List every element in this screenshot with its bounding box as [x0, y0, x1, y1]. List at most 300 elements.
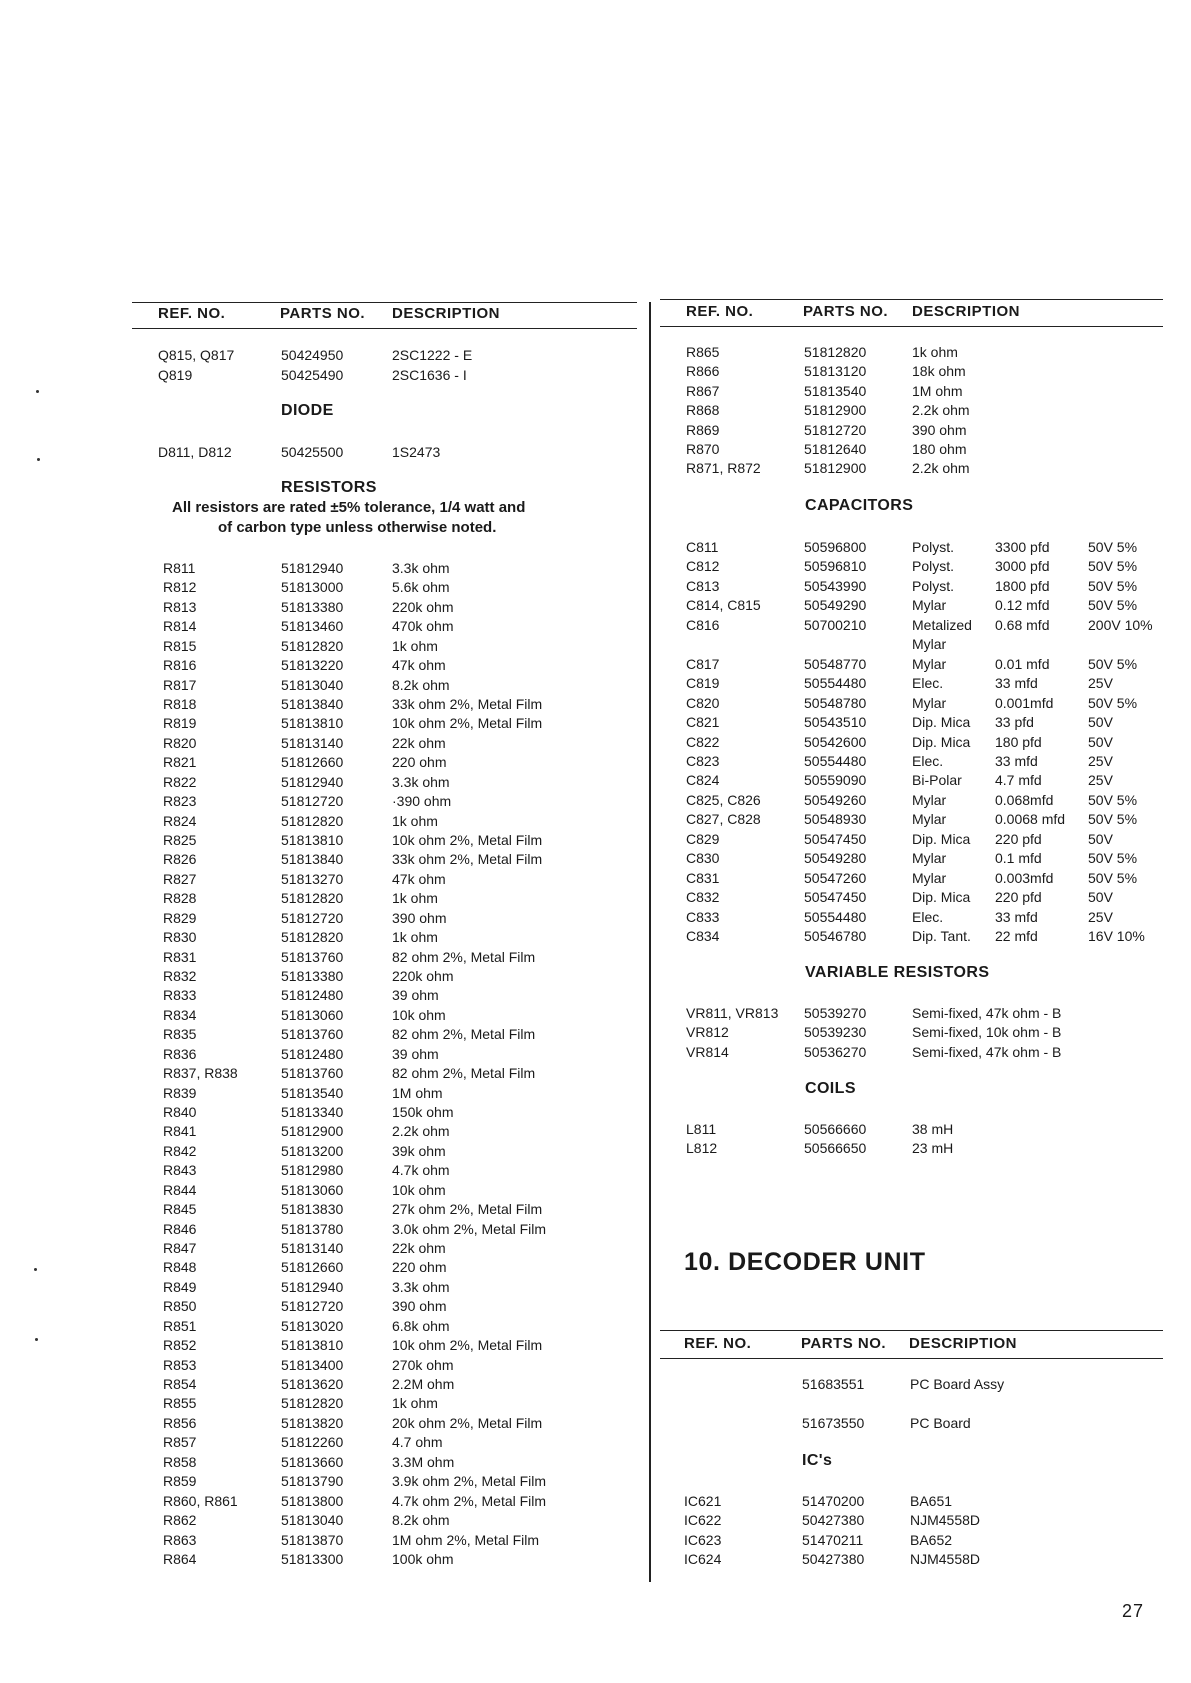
parts-no: 51813840 — [281, 851, 344, 868]
capacitor-rating: 25V — [1088, 675, 1113, 692]
description: 22k ohm — [392, 734, 446, 751]
ref-no: R840 — [163, 1104, 197, 1121]
ref-no: C813 — [686, 577, 720, 594]
parts-no: 50559090 — [804, 772, 867, 789]
capacitor-value: 0.12 mfd — [995, 597, 1050, 614]
ref-no: R869 — [686, 421, 720, 438]
parts-no: 51813380 — [281, 598, 344, 615]
parts-no: 51813760 — [281, 1065, 344, 1082]
capacitor-type: Mylar — [912, 597, 947, 614]
parts-no: 51813460 — [281, 618, 344, 635]
capacitor-value: 0.1 mfd — [995, 850, 1042, 867]
parts-no: 51813400 — [281, 1356, 344, 1373]
parts-no: 51812900 — [281, 1123, 344, 1140]
parts-no: 51813790 — [281, 1473, 344, 1490]
capacitor-value: 33 mfd — [995, 908, 1038, 925]
parts-no: 51813040 — [281, 1512, 344, 1529]
parts-no: 51812660 — [281, 754, 344, 771]
ref-no: C829 — [686, 830, 720, 847]
ref-no: R847 — [163, 1240, 197, 1257]
parts-no: 51812720 — [281, 1298, 344, 1315]
parts-no: 50554480 — [804, 675, 867, 692]
parts-no: 51813760 — [281, 948, 344, 965]
description: 1k ohm — [392, 1395, 438, 1412]
ref-no: R843 — [163, 1162, 197, 1179]
parts-no: 50427380 — [802, 1512, 865, 1529]
description: 150k ohm — [392, 1104, 454, 1121]
description: Semi-fixed, 47k ohm - B — [912, 1005, 1062, 1021]
ref-no: C811 — [686, 539, 719, 555]
description: 2.2k ohm — [912, 460, 970, 477]
ref-no: D811, D812 — [158, 444, 232, 460]
ref-no: R860, R861 — [163, 1492, 238, 1509]
left-header-bottom-rule — [132, 328, 637, 329]
ref-no: R864 — [163, 1550, 197, 1567]
capacitor-rating: 50V — [1088, 733, 1113, 750]
parts-no: 50566660 — [804, 1121, 867, 1137]
ref-no: R863 — [163, 1531, 197, 1548]
ref-no: C831 — [686, 869, 720, 886]
capacitor-value: 1800 pfd — [995, 577, 1050, 594]
left-header-ref: REF. NO. — [158, 305, 226, 322]
parts-no: 50539270 — [804, 1005, 867, 1021]
capacitor-value: 0.0068 mfd — [995, 811, 1066, 828]
capacitor-value: 220 pfd — [995, 889, 1042, 906]
parts-no: 50549280 — [804, 850, 867, 867]
description: 39 ohm — [392, 987, 439, 1004]
parts-no: 51813810 — [281, 1337, 344, 1354]
parts-no: 50549290 — [804, 597, 867, 614]
description: 38 mH — [912, 1121, 954, 1137]
diode-section-title: DIODE — [281, 402, 334, 419]
ics-section-title: IC's — [802, 1452, 833, 1469]
capacitor-type: Dip. Tant. — [912, 928, 971, 944]
description: 10k ohm — [392, 1006, 446, 1023]
capacitor-rating: 50V 5% — [1088, 597, 1138, 614]
ref-no: C817 — [686, 655, 720, 672]
ref-no: R842 — [163, 1142, 197, 1159]
description: 3.3M ohm — [392, 1453, 455, 1470]
parts-no: 51812720 — [281, 793, 344, 810]
parts-no: 51813380 — [281, 968, 344, 985]
description: 10k ohm — [392, 1181, 446, 1198]
ref-no: R858 — [163, 1453, 197, 1470]
ref-no: R830 — [163, 929, 197, 946]
ref-no: L811 — [686, 1121, 717, 1137]
capacitor-type: Dip. Mica — [912, 889, 971, 906]
parts-no: 51813140 — [281, 1240, 344, 1257]
left-header-parts: PARTS NO. — [280, 305, 366, 322]
capacitor-type: Mylar — [912, 636, 947, 653]
ref-no: R853 — [163, 1356, 197, 1373]
description: 1M ohm — [392, 1084, 443, 1101]
capacitor-rating: 25V — [1088, 772, 1113, 789]
ref-no: R859 — [163, 1473, 197, 1490]
decoder-header-ref: REF. NO. — [684, 1335, 752, 1352]
capacitor-value: 3000 pfd — [995, 558, 1050, 575]
parts-no: 51812820 — [804, 344, 867, 360]
ref-no: R839 — [163, 1084, 197, 1101]
scan-dot — [36, 390, 39, 393]
parts-no: 51470211 — [802, 1531, 864, 1548]
parts-no: 50554480 — [804, 908, 867, 925]
capacitor-type: Mylar — [912, 791, 947, 808]
ref-no: R837, R838 — [163, 1065, 238, 1082]
description: 3.0k ohm 2%, Metal Film — [392, 1220, 547, 1237]
ref-no: R845 — [163, 1201, 197, 1218]
description: 20k ohm 2%, Metal Film — [392, 1414, 543, 1431]
parts-no: 51813140 — [281, 734, 344, 751]
ref-no: C820 — [686, 694, 720, 711]
parts-no: 51813810 — [281, 715, 344, 732]
ref-no: Q819 — [158, 366, 193, 383]
parts-no: 50425490 — [281, 366, 344, 383]
parts-no: 51813820 — [281, 1414, 344, 1431]
ref-no: C830 — [686, 850, 720, 867]
ref-no: C823 — [686, 752, 720, 769]
capacitor-rating: 50V — [1088, 714, 1113, 731]
ref-no: R821 — [163, 754, 197, 771]
description: 1k ohm — [912, 344, 958, 360]
description: 390 ohm — [392, 909, 447, 926]
parts-no: 51813060 — [281, 1006, 344, 1023]
description: 10k ohm 2%, Metal Film — [392, 715, 543, 732]
ref-no: R815 — [163, 637, 197, 654]
ref-no: VR811, VR813 — [686, 1005, 779, 1021]
ref-no: C833 — [686, 908, 720, 925]
parts-no: 51812820 — [281, 890, 344, 907]
ref-no: R834 — [163, 1006, 197, 1023]
left-header-description: DESCRIPTION — [392, 305, 501, 322]
ref-no: R818 — [163, 696, 197, 712]
ref-no: R820 — [163, 734, 197, 751]
ref-no: VR814 — [686, 1043, 729, 1060]
parts-no: 51813340 — [281, 1104, 344, 1121]
capacitor-type: Mylar — [912, 869, 947, 886]
capacitor-type: Mylar — [912, 655, 947, 672]
ref-no: R857 — [163, 1434, 197, 1451]
parts-no: 50539230 — [804, 1024, 867, 1041]
ref-no: R836 — [163, 1045, 197, 1062]
description: 2.2k ohm — [912, 402, 970, 419]
ref-no: R812 — [163, 579, 197, 596]
ref-no: C825, C826 — [686, 791, 761, 808]
scan-dot — [37, 458, 40, 461]
parts-no: 51813270 — [281, 870, 344, 887]
right-header-bottom-rule — [660, 326, 1163, 327]
description: 4.7 ohm — [392, 1434, 443, 1451]
parts-no: 51813200 — [281, 1142, 344, 1159]
description: 1M ohm — [912, 382, 963, 399]
parts-no: 51813220 — [281, 657, 344, 674]
description: 470k ohm — [392, 618, 454, 635]
description: 2SC1636 - I — [392, 366, 467, 383]
description: 82 ohm 2%, Metal Film — [392, 1065, 536, 1082]
ref-no: C827, C828 — [686, 811, 761, 828]
decoder-unit-title: 10. DECODER UNIT — [684, 1248, 926, 1276]
resistors-section-title: RESISTORS — [281, 479, 377, 496]
ref-no: R819 — [163, 715, 197, 732]
capacitor-value: 4.7 mfd — [995, 772, 1042, 789]
ref-no: R825 — [163, 832, 197, 849]
capacitor-rating: 50V 5% — [1088, 577, 1138, 594]
parts-no: 51812480 — [281, 1045, 344, 1062]
parts-no: 51812720 — [804, 421, 867, 438]
left-header-top-rule — [132, 302, 637, 303]
parts-no: 50547450 — [804, 889, 867, 906]
description: 3.3k ohm — [392, 773, 450, 790]
parts-no: 50543990 — [804, 577, 867, 594]
capacitor-type: Bi-Polar — [912, 772, 962, 789]
parts-no: 51813660 — [281, 1453, 344, 1470]
ref-no: C812 — [686, 558, 720, 575]
ref-no: R865 — [686, 344, 720, 360]
capacitor-type: Elec. — [912, 908, 944, 925]
description: 47k ohm — [392, 870, 446, 887]
parts-no: 51673550 — [802, 1415, 865, 1431]
ref-no: Q815, Q817 — [158, 347, 235, 363]
ref-no: R816 — [163, 657, 197, 674]
right-header-parts: PARTS NO. — [803, 303, 889, 320]
description: 1k ohm — [392, 637, 438, 654]
parts-no: 51813040 — [281, 676, 344, 693]
capacitor-rating: 16V 10% — [1088, 928, 1145, 944]
capacitor-type: Elec. — [912, 752, 944, 769]
parts-no: 51813540 — [281, 1084, 344, 1101]
ref-no: R833 — [163, 987, 197, 1004]
description: 33k ohm 2%, Metal Film — [392, 851, 543, 868]
parts-no: 51812820 — [281, 1395, 344, 1412]
description: 270k ohm — [392, 1356, 454, 1373]
parts-no: 51813000 — [281, 579, 344, 596]
right-header-ref: REF. NO. — [686, 303, 754, 320]
ref-no: C821 — [686, 714, 720, 731]
parts-no: 50427380 — [802, 1551, 865, 1568]
description: 1k ohm — [392, 929, 438, 946]
parts-no: 50596810 — [804, 558, 867, 575]
ref-no: R868 — [686, 402, 720, 419]
capacitor-value: 220 pfd — [995, 830, 1042, 847]
capacitor-value: 3300 pfd — [995, 539, 1050, 555]
parts-no: 51812940 — [281, 1278, 344, 1295]
capacitor-type: Elec. — [912, 675, 944, 692]
ref-no: IC621 — [684, 1493, 722, 1509]
description: 10k ohm 2%, Metal Film — [392, 1337, 543, 1354]
parts-no: 50546780 — [804, 928, 867, 944]
parts-no: 51813870 — [281, 1531, 344, 1548]
ref-no: R855 — [163, 1395, 197, 1412]
description: 1M ohm 2%, Metal Film — [392, 1531, 540, 1548]
ref-no: R870 — [686, 441, 720, 457]
ref-no: IC622 — [684, 1512, 722, 1529]
description: 4.7k ohm 2%, Metal Film — [392, 1492, 547, 1509]
coils-section-title: COILS — [805, 1080, 856, 1097]
parts-no: 51813760 — [281, 1026, 344, 1043]
description: BA652 — [910, 1531, 953, 1548]
capacitor-type: Dip. Mica — [912, 714, 971, 731]
capacitor-rating: 50V 5% — [1088, 558, 1138, 575]
capacitor-rating: 50V — [1088, 830, 1113, 847]
ref-no: R848 — [163, 1259, 197, 1276]
parts-no: 51812980 — [281, 1162, 344, 1179]
description: 180 ohm — [912, 441, 967, 457]
parts-no: 50536270 — [804, 1043, 867, 1060]
parts-no: 51812260 — [281, 1434, 344, 1451]
parts-no: 51813830 — [281, 1201, 344, 1218]
description: 390 ohm — [912, 421, 967, 438]
capacitor-type: Polyst. — [912, 539, 955, 555]
scan-dot — [34, 1268, 37, 1271]
parts-no: 51812900 — [804, 402, 867, 419]
description: 100k ohm — [392, 1550, 454, 1567]
parts-no: 51812820 — [281, 929, 344, 946]
ref-no: R823 — [163, 793, 197, 810]
resistors-note-line-1: All resistors are rated ±5% tolerance, 1/4 watt and — [172, 499, 526, 516]
parts-no: 51813540 — [804, 382, 867, 399]
capacitor-value: 33 mfd — [995, 675, 1038, 692]
ref-no: R814 — [163, 618, 197, 635]
capacitor-rating: 50V 5% — [1088, 694, 1138, 711]
parts-no: 51813800 — [281, 1492, 344, 1509]
ref-no: R817 — [163, 676, 197, 693]
page-number: 27 — [1122, 1601, 1145, 1621]
decoder-header-bottom-rule — [660, 1358, 1163, 1359]
capacitor-rating: 200V 10% — [1088, 616, 1153, 633]
ref-no: R824 — [163, 812, 197, 829]
ref-no: R832 — [163, 968, 197, 985]
description: 8.2k ohm — [392, 676, 450, 693]
capacitor-type: Dip. Mica — [912, 733, 971, 750]
parts-no: 51813810 — [281, 832, 344, 849]
parts-no: 51813060 — [281, 1181, 344, 1198]
description: 2.2k ohm — [392, 1123, 450, 1140]
ref-no: IC623 — [684, 1531, 722, 1548]
ref-no: VR812 — [686, 1024, 729, 1041]
description: 6.8k ohm — [392, 1317, 450, 1334]
parts-no: 51812480 — [281, 987, 344, 1004]
description: 3.3k ohm — [392, 560, 450, 576]
capacitor-type: Mylar — [912, 694, 947, 711]
parts-no: 50548930 — [804, 811, 867, 828]
ref-no: R862 — [163, 1512, 197, 1529]
right-header-top-rule — [660, 299, 1163, 300]
description: 220k ohm — [392, 968, 454, 985]
capacitor-type: Dip. Mica — [912, 830, 971, 847]
description: 82 ohm 2%, Metal Film — [392, 948, 536, 965]
parts-no: 51813120 — [804, 363, 867, 380]
capacitor-value: 0.68 mfd — [995, 616, 1050, 633]
description: PC Board — [910, 1415, 971, 1431]
ref-no: R835 — [163, 1026, 197, 1043]
parts-no: 50548780 — [804, 694, 867, 711]
capacitors-section-title: CAPACITORS — [805, 497, 914, 514]
capacitor-rating: 50V 5% — [1088, 791, 1138, 808]
ref-no: L812 — [686, 1140, 718, 1157]
capacitor-value: 180 pfd — [995, 733, 1042, 750]
ref-no: C816 — [686, 616, 720, 633]
parts-no: 50554480 — [804, 752, 867, 769]
parts-no: 51470200 — [802, 1493, 865, 1509]
ref-no: IC624 — [684, 1551, 722, 1568]
description: 1k ohm — [392, 812, 438, 829]
description: 27k ohm 2%, Metal Film — [392, 1201, 543, 1218]
ref-no: C814, C815 — [686, 597, 761, 614]
capacitor-rating: 50V — [1088, 889, 1113, 906]
description: ·390 ohm — [392, 793, 452, 810]
ref-no: R813 — [163, 598, 197, 615]
parts-no: 51813020 — [281, 1317, 344, 1334]
ref-no: R850 — [163, 1298, 197, 1315]
parts-no: 51813840 — [281, 696, 344, 712]
parts-no: 51812640 — [804, 441, 867, 457]
ref-no: R826 — [163, 851, 197, 868]
decoder-header-parts: PARTS NO. — [801, 1335, 887, 1352]
ref-no: R811 — [163, 560, 196, 576]
ref-no: R822 — [163, 773, 197, 790]
ref-no: R851 — [163, 1317, 197, 1334]
parts-no: 51813300 — [281, 1550, 344, 1567]
description: Semi-fixed, 10k ohm - B — [912, 1024, 1062, 1041]
description: BA651 — [910, 1493, 953, 1509]
ref-no: R849 — [163, 1278, 197, 1295]
ref-no: R827 — [163, 870, 197, 887]
description: 33k ohm 2%, Metal Film — [392, 696, 543, 712]
capacitor-rating: 25V — [1088, 908, 1113, 925]
parts-no: 50548770 — [804, 655, 867, 672]
capacitor-type: Mylar — [912, 850, 947, 867]
decoder-header-top-rule — [660, 1330, 1163, 1331]
ref-no: R871, R872 — [686, 460, 761, 477]
description: 1S2473 — [392, 444, 441, 460]
capacitor-value: 0.003mfd — [995, 869, 1054, 886]
capacitor-rating: 50V 5% — [1088, 869, 1138, 886]
parts-no: 51812820 — [281, 812, 344, 829]
description: PC Board Assy — [910, 1376, 1005, 1392]
capacitor-value: 33 pfd — [995, 714, 1034, 731]
capacitor-rating: 50V 5% — [1088, 539, 1138, 555]
ref-no: R867 — [686, 382, 720, 399]
ref-no: R846 — [163, 1220, 197, 1237]
parts-no: 50547450 — [804, 830, 867, 847]
capacitor-value: 0.001mfd — [995, 694, 1054, 711]
description: NJM4558D — [910, 1551, 981, 1568]
parts-no: 51812940 — [281, 773, 344, 790]
description: 82 ohm 2%, Metal Film — [392, 1026, 536, 1043]
parts-no: 50566650 — [804, 1140, 867, 1157]
description: 5.6k ohm — [392, 579, 450, 596]
description: 1k ohm — [392, 890, 438, 907]
ref-no: C819 — [686, 675, 720, 692]
parts-no: 50700210 — [804, 616, 867, 633]
ref-no: R828 — [163, 890, 197, 907]
capacitor-value: 0.01 mfd — [995, 655, 1050, 672]
parts-no: 50547260 — [804, 869, 867, 886]
description: 3.9k ohm 2%, Metal Film — [392, 1473, 547, 1490]
scan-dot — [35, 1338, 38, 1341]
description: Semi-fixed, 47k ohm - B — [912, 1043, 1062, 1060]
parts-no: 51812660 — [281, 1259, 344, 1276]
ref-no: R841 — [163, 1123, 197, 1140]
ref-no: C832 — [686, 889, 720, 906]
parts-no: 50424950 — [281, 347, 344, 363]
parts-no: 50425500 — [281, 444, 344, 460]
description: 390 ohm — [392, 1298, 447, 1315]
resistors-note-line-2: of carbon type unless otherwise noted. — [218, 519, 497, 536]
description: 3.3k ohm — [392, 1278, 450, 1295]
parts-no: 51683551 — [802, 1376, 865, 1392]
description: 10k ohm 2%, Metal Film — [392, 832, 543, 849]
description: 2SC1222 - E — [392, 347, 473, 363]
